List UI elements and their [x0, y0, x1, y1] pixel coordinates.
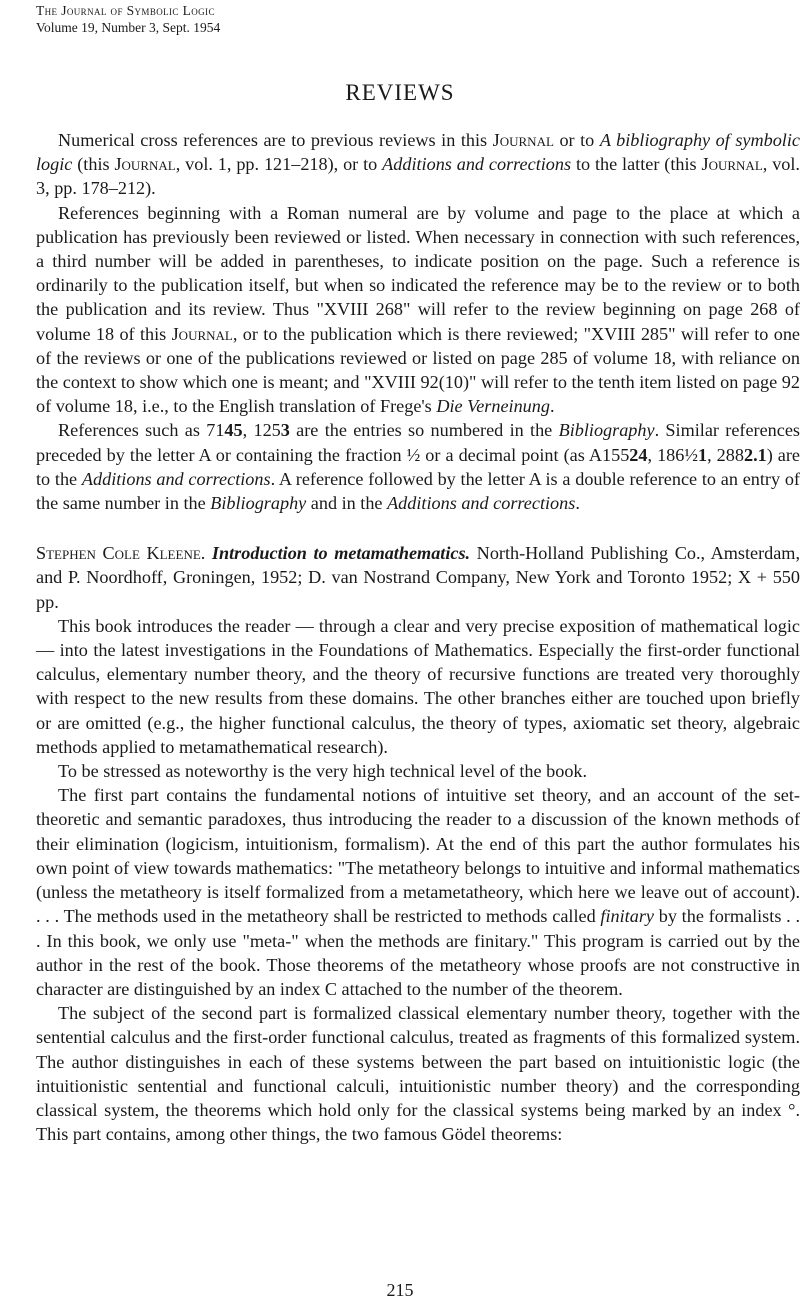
bibliography-ref: Bibliography [558, 420, 655, 441]
text-run: . A reference followed by the letter A is a double reference to an entry of the same number in the [36, 468, 800, 514]
section-gap [36, 515, 800, 541]
text-run: The first part contains the fundamental notions of intuitive set theory, and an account of the set-theoretic and semantic paradoxes, thus introducing the reader to a discussion of the known methods of their elimination (logicism, intuitionism, formalism). At the end of this part the author formulates his own point of view towards mathematics: "The metatheory belongs to intuitive and informal mathematics (unless the metatheory is itself formalized from a metametatheory, which here we leave out of account). . . . The methods used in the metatheory shall be restricted to methods called [36, 785, 800, 927]
journal-ref: Journal [492, 130, 554, 150]
text-run: References beginning with a Roman numeral are by volume and page to the place at which a publication has previously been reviewed or listed. When necessary in connection with such references, a third number will be added in parentheses, to indicate position on the page. Such a reference is ordinarily to the publication itself, but when so indicated the reference may be to the review or to both the publication and its review. Thus "XVIII 268" will refer to the review beginning on page 268 of volume 18 of this [36, 202, 800, 344]
bibliography-title: A bibliography of symbolic logic [36, 130, 800, 175]
text-run: . [575, 493, 580, 514]
finitary-term: finitary [600, 906, 654, 927]
entry-number: 3 [280, 420, 290, 441]
entry-number: 45 [224, 420, 243, 441]
review-heading [36, 541, 800, 614]
frege-title: Die Verneinung [436, 396, 550, 417]
additions-ref: Additions and corrections [387, 493, 576, 514]
review-publication-info: North-Holland Publishing Co., Amsterdam, and P. Noordhoff, Groningen, 1952; D. van Nostrand Company, New York and Toronto 1952; X + 550 pp. [36, 543, 800, 612]
intro-paragraph-2 [36, 201, 800, 419]
text-run: Numerical cross references are to previous reviews in this [58, 130, 493, 150]
journal-ref: Journal [171, 323, 233, 344]
journal-name: The Journal of Symbolic Logic [36, 3, 215, 18]
review-paragraph-1: This book introduces the reader — through a clear and very precise exposition of mathematical logic — into the latest investigations in the Foundations of Mathematics. Especially the first-order functional calculus, elementary number theory, and the theory of recursive functions are treated very thoroughly with respect to the new results from these domains. The other branches either are touched upon briefly or are omitted (e.g., the higher functional calculus, the theory of types, axiomatic set theory, algebraic methods applied to metamathematical research). [36, 615, 800, 757]
intro-paragraph-3 [36, 418, 800, 515]
review-paragraph-4: The subject of the second part is formalized classical elementary number theory, together with the sentential calculus and the first-order functional calculus, treated as fragments of this formalized system. The author distinguishes in each of these systems between the part based on intuitionistic logic (the intuitionistic sentential and functional calculi, intuitionistic number theory) and the corresponding classical system, the theorems which hold only for the classical systems being marked by an index °. This part contains, among other things, the two famous Gödel theorems: [36, 1003, 800, 1145]
additions-ref: Additions and corrections [81, 468, 271, 489]
entry-number: 1 [698, 444, 708, 465]
text-run: by the formalists . . . In this book, we only use "meta-" when the methods are finitary." This program is carried out by the author in the rest of the book. Those theorems of the metatheory whose proofs are not constructive in character are distinguished by an index C attached to the number of the theorem. [36, 906, 800, 999]
text-run: (this [72, 154, 115, 175]
running-head [36, 2, 220, 36]
text-run: ) are to the [36, 444, 800, 489]
text-run: or to [553, 130, 600, 150]
page-number: 215 [386, 1280, 414, 1300]
bibliography-ref: Bibliography [210, 493, 307, 514]
review-paragraph-2: To be stressed as noteworthy is the very high technical level of the book. [58, 761, 588, 782]
text-run: and in the [306, 493, 388, 514]
text-run: , 125 [242, 420, 281, 441]
text-run: , vol. 3, pp. 178–212). [36, 154, 800, 199]
text-run: , vol. 1, pp. 121–218), or to [175, 154, 383, 175]
text-run: . Similar references preceded by the letter A or containing the fraction ½ or a decimal point (as A155 [36, 420, 800, 465]
section-title: REVIEWS [345, 80, 455, 105]
text-run: to the latter (this [571, 154, 702, 175]
review-author: Stephen Cole Kleene. [36, 543, 206, 564]
text-run: References such as 71 [58, 420, 225, 441]
text-run: . [549, 396, 555, 417]
entry-number: 24 [629, 444, 648, 465]
review-book-title: Introduction to metamathematics. [211, 543, 471, 564]
journal-ref: Journal [701, 154, 763, 175]
text-run: are the entries so numbered in the [289, 420, 559, 441]
additions-title: Additions and corrections [382, 154, 572, 175]
text-run: , 288 [707, 444, 744, 465]
review-paragraph-3 [36, 783, 800, 1001]
page-body [36, 128, 800, 1146]
entry-number: 2.1 [743, 444, 767, 465]
volume-line: Volume 19, Number 3, Sept. 1954 [36, 20, 221, 35]
intro-paragraph-1 [36, 128, 800, 201]
journal-ref: Journal [114, 154, 176, 175]
text-run: , 186½ [647, 444, 698, 465]
text-run: , or to the publication which is there reviewed; "XVIII 285" will refer to one of the reviews or one of the publications reviewed or listed on page 285 of volume 18, with reliance on the context to show which one is meant; and "XVIII 92(10)" will refer to the tenth item listed on page 92 of volume 18, i.e., to the English translation of Frege's [36, 323, 800, 417]
